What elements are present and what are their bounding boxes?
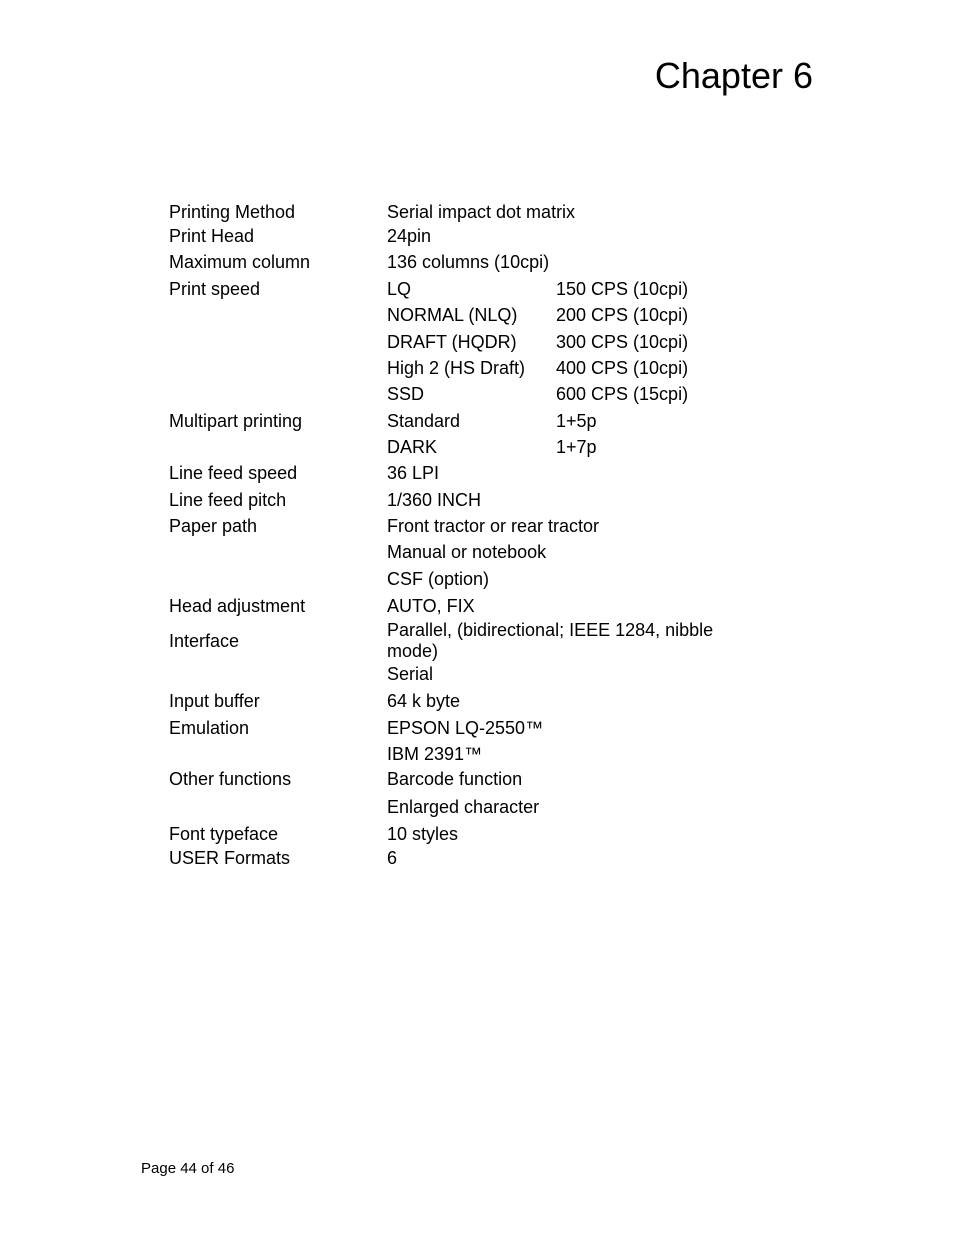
spec-value: 10 styles xyxy=(387,824,459,844)
spec-value: 136 columns (10cpi) xyxy=(387,252,550,272)
spec-value: Serial xyxy=(387,664,434,684)
spec-value: CSF (option) xyxy=(387,569,490,589)
speed-value: 600 CPS (15cpi) xyxy=(556,384,689,404)
speed-value: 200 CPS (10cpi) xyxy=(556,305,689,325)
spec-value: Front tractor or rear tractor xyxy=(387,516,600,536)
spec-value: EPSON LQ-2550™ xyxy=(387,718,544,738)
spec-label: Print Head xyxy=(169,226,255,246)
spec-value: 1/360 INCH xyxy=(387,490,482,510)
spec-value: IBM 2391™ xyxy=(387,744,483,764)
spec-value: Manual or notebook xyxy=(387,542,547,562)
spec-label: Font typeface xyxy=(169,824,279,844)
spec-label: Line feed speed xyxy=(169,463,298,483)
spec-label: Head adjustment xyxy=(169,596,306,616)
spec-value: Parallel, (bidirectional; IEEE 1284, nibble mode) xyxy=(387,620,714,661)
multipart-copies: 1+5p xyxy=(556,411,597,431)
spec-value: AUTO, FIX xyxy=(387,596,475,616)
spec-row-interface xyxy=(169,620,789,664)
spec-value: 6 xyxy=(387,848,398,868)
spec-value: Enlarged character xyxy=(387,797,540,817)
spec-label: Interface xyxy=(169,631,240,651)
speed-mode: NORMAL (NLQ) xyxy=(387,305,518,325)
spec-label: USER Formats xyxy=(169,848,291,868)
spec-value: Barcode function xyxy=(387,769,523,789)
spec-label: Emulation xyxy=(169,718,250,738)
speed-mode: SSD xyxy=(387,384,425,404)
multipart-copies: 1+7p xyxy=(556,437,597,457)
spec-label: Paper path xyxy=(169,516,258,536)
speed-mode: DRAFT (HQDR) xyxy=(387,332,517,352)
speed-mode: LQ xyxy=(387,279,412,299)
specification-list xyxy=(169,0,789,1235)
spec-label: Input buffer xyxy=(169,691,260,711)
multipart-mode: Standard xyxy=(387,411,461,431)
multipart-mode: DARK xyxy=(387,437,438,457)
spec-value: 64 k byte xyxy=(387,691,461,711)
page-number: Page 44 of 46 xyxy=(141,1160,235,1177)
spec-label: Maximum column xyxy=(169,252,311,272)
spec-value: 36 LPI xyxy=(387,463,440,483)
spec-label: Line feed pitch xyxy=(169,490,287,510)
chapter-title: Chapter 6 xyxy=(654,55,813,96)
speed-value: 150 CPS (10cpi) xyxy=(556,279,689,299)
spec-label: Print speed xyxy=(169,279,261,299)
speed-mode: High 2 (HS Draft) xyxy=(387,358,526,378)
speed-value: 300 CPS (10cpi) xyxy=(556,332,689,352)
spec-value: Serial impact dot matrix xyxy=(387,202,576,222)
spec-label: Multipart printing xyxy=(169,411,303,431)
speed-value: 400 CPS (10cpi) xyxy=(556,358,689,378)
spec-value: 24pin xyxy=(387,226,432,246)
spec-label: Printing Method xyxy=(169,202,296,222)
spec-label: Other functions xyxy=(169,769,292,789)
